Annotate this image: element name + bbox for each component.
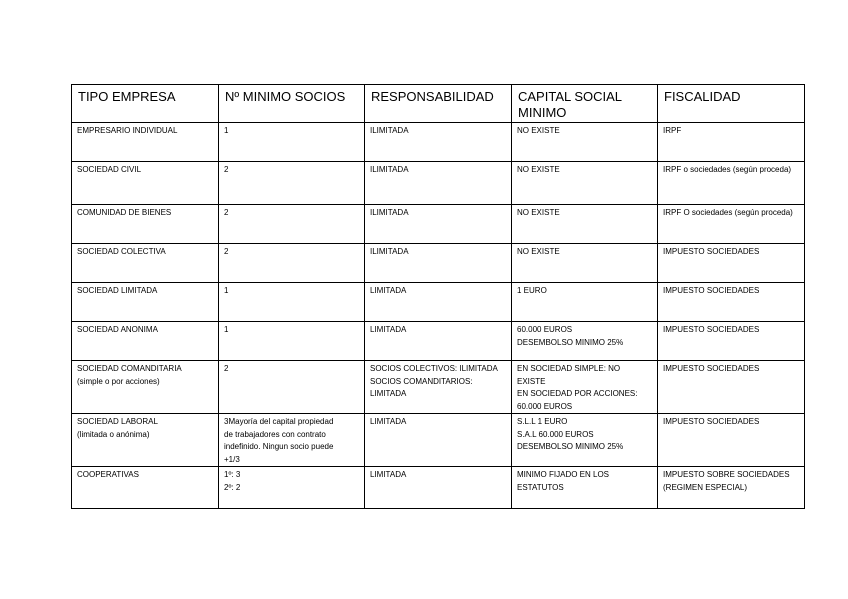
cell-text: IRPF o sociedades (según proceda) xyxy=(663,165,792,174)
cell-text: IMPUESTO SOCIEDADES xyxy=(663,286,760,295)
cell-responsabilidad xyxy=(365,322,512,361)
cell-capital-social xyxy=(512,283,658,322)
cell-text: SOCIEDAD COMANDITARIA (simple o por acciones) xyxy=(77,364,182,386)
table-header xyxy=(72,85,805,123)
cell-responsabilidad xyxy=(365,205,512,244)
cell-text: 1º: 3 2º: 2 xyxy=(224,470,241,492)
header-row xyxy=(72,85,805,123)
table-row xyxy=(72,361,805,414)
cell-text: 2 xyxy=(224,208,229,217)
cell-text: SOCIEDAD ANONIMA xyxy=(77,325,158,334)
cell-capital-social xyxy=(512,467,658,509)
cell-minimo-socios xyxy=(219,467,365,509)
cell-minimo-socios xyxy=(219,162,365,205)
cell-tipo-empresa xyxy=(72,162,219,205)
table-row xyxy=(72,244,805,283)
cell-responsabilidad xyxy=(365,467,512,509)
header-capital-social: CAPITAL SOCIAL MINIMO xyxy=(512,85,658,123)
cell-text: SOCIEDAD CIVIL xyxy=(77,165,142,174)
cell-text: IMPUESTO SOCIEDADES xyxy=(663,325,760,334)
cell-responsabilidad xyxy=(365,162,512,205)
cell-capital-social xyxy=(512,414,658,467)
cell-text: LIMITADA xyxy=(370,325,407,334)
cell-text: LIMITADA xyxy=(370,470,407,479)
cell-tipo-empresa xyxy=(72,283,219,322)
table-row xyxy=(72,467,805,509)
cell-text: ILIMITADA xyxy=(370,247,409,256)
cell-text: COMUNIDAD DE BIENES xyxy=(77,208,172,217)
cell-text: EN SOCIEDAD SIMPLE: NO EXISTE EN SOCIEDAD POR ACCIONES: 60.000 EUROS xyxy=(517,364,638,411)
cell-text: IRPF O sociedades (según proceda) xyxy=(663,208,793,217)
cell-text: LIMITADA xyxy=(370,286,407,295)
cell-fiscalidad xyxy=(658,361,805,414)
table-row xyxy=(72,414,805,467)
cell-responsabilidad xyxy=(365,361,512,414)
table-row xyxy=(72,205,805,244)
cell-fiscalidad xyxy=(658,244,805,283)
cell-text: ILIMITADA xyxy=(370,208,409,217)
cell-tipo-empresa xyxy=(72,322,219,361)
cell-tipo-empresa xyxy=(72,123,219,162)
header-fiscalidad: FISCALIDAD xyxy=(658,85,805,123)
cell-fiscalidad xyxy=(658,123,805,162)
cell-tipo-empresa xyxy=(72,205,219,244)
cell-responsabilidad xyxy=(365,244,512,283)
cell-text: COOPERATIVAS xyxy=(77,470,139,479)
cell-text: ILIMITADA xyxy=(370,165,409,174)
cell-text: NO EXISTE xyxy=(517,126,560,135)
cell-capital-social xyxy=(512,162,658,205)
cell-text: EMPRESARIO INDIVIDUAL xyxy=(77,126,178,135)
cell-tipo-empresa xyxy=(72,467,219,509)
cell-text: IRPF xyxy=(663,126,682,135)
cell-fiscalidad xyxy=(658,467,805,509)
cell-minimo-socios xyxy=(219,123,365,162)
table-row xyxy=(72,283,805,322)
cell-text: IMPUESTO SOCIEDADES xyxy=(663,247,760,256)
cell-responsabilidad xyxy=(365,414,512,467)
cell-text: ILIMITADA xyxy=(370,126,409,135)
cell-minimo-socios xyxy=(219,283,365,322)
cell-text: 2 xyxy=(224,364,229,373)
table-body xyxy=(72,123,805,509)
cell-text: 1 xyxy=(224,126,229,135)
cell-minimo-socios xyxy=(219,205,365,244)
cell-tipo-empresa xyxy=(72,244,219,283)
cell-text: MINIMO FIJADO EN LOS ESTATUTOS xyxy=(517,470,610,492)
cell-text: 2 xyxy=(224,165,229,174)
cell-tipo-empresa xyxy=(72,361,219,414)
cell-minimo-socios xyxy=(219,322,365,361)
cell-text: SOCIOS COLECTIVOS: ILIMITADA SOCIOS COMANDITARIOS: LIMITADA xyxy=(370,364,498,398)
cell-text: LIMITADA xyxy=(370,417,407,426)
cell-text: 2 xyxy=(224,247,229,256)
header-minimo-socios: Nº MINIMO SOCIOS xyxy=(219,85,365,123)
cell-fiscalidad xyxy=(658,414,805,467)
header-tipo-empresa: TIPO EMPRESA xyxy=(72,85,219,123)
cell-fiscalidad xyxy=(658,322,805,361)
cell-text: 1 xyxy=(224,325,229,334)
cell-tipo-empresa xyxy=(72,414,219,467)
cell-text: NO EXISTE xyxy=(517,247,560,256)
cell-text: IMPUESTO SOCIEDADES xyxy=(663,417,760,426)
cell-capital-social xyxy=(512,123,658,162)
cell-minimo-socios xyxy=(219,414,365,467)
cell-responsabilidad xyxy=(365,123,512,162)
table-row xyxy=(72,162,805,205)
cell-text: 3Mayoría del capital propiedad de trabajadores con contrato indefinido. Ningun socio puede +1/3 xyxy=(224,417,334,464)
cell-text: IMPUESTO SOCIEDADES xyxy=(663,364,760,373)
cell-text: 1 xyxy=(224,286,229,295)
cell-text: S.L.L 1 EURO S.A.L 60.000 EUROS DESEMBOLSO MINIMO 25% xyxy=(517,417,624,451)
company-types-table xyxy=(71,84,805,509)
cell-text: IMPUESTO SOBRE SOCIEDADES (REGIMEN ESPECIAL) xyxy=(663,470,790,492)
cell-fiscalidad xyxy=(658,283,805,322)
cell-fiscalidad xyxy=(658,205,805,244)
cell-capital-social xyxy=(512,205,658,244)
cell-text: NO EXISTE xyxy=(517,165,560,174)
table-row xyxy=(72,322,805,361)
cell-text: SOCIEDAD LIMITADA xyxy=(77,286,158,295)
cell-text: 60.000 EUROS DESEMBOLSO MINIMO 25% xyxy=(517,325,624,347)
cell-fiscalidad xyxy=(658,162,805,205)
cell-responsabilidad xyxy=(365,283,512,322)
cell-text: 1 EURO xyxy=(517,286,547,295)
table-row xyxy=(72,123,805,162)
cell-capital-social xyxy=(512,322,658,361)
cell-minimo-socios xyxy=(219,361,365,414)
cell-minimo-socios xyxy=(219,244,365,283)
cell-capital-social xyxy=(512,244,658,283)
header-responsabilidad: RESPONSABILIDAD xyxy=(365,85,512,123)
cell-text: SOCIEDAD COLECTIVA xyxy=(77,247,166,256)
cell-capital-social xyxy=(512,361,658,414)
cell-text: NO EXISTE xyxy=(517,208,560,217)
cell-text: SOCIEDAD LABORAL (limitada o anónima) xyxy=(77,417,158,439)
